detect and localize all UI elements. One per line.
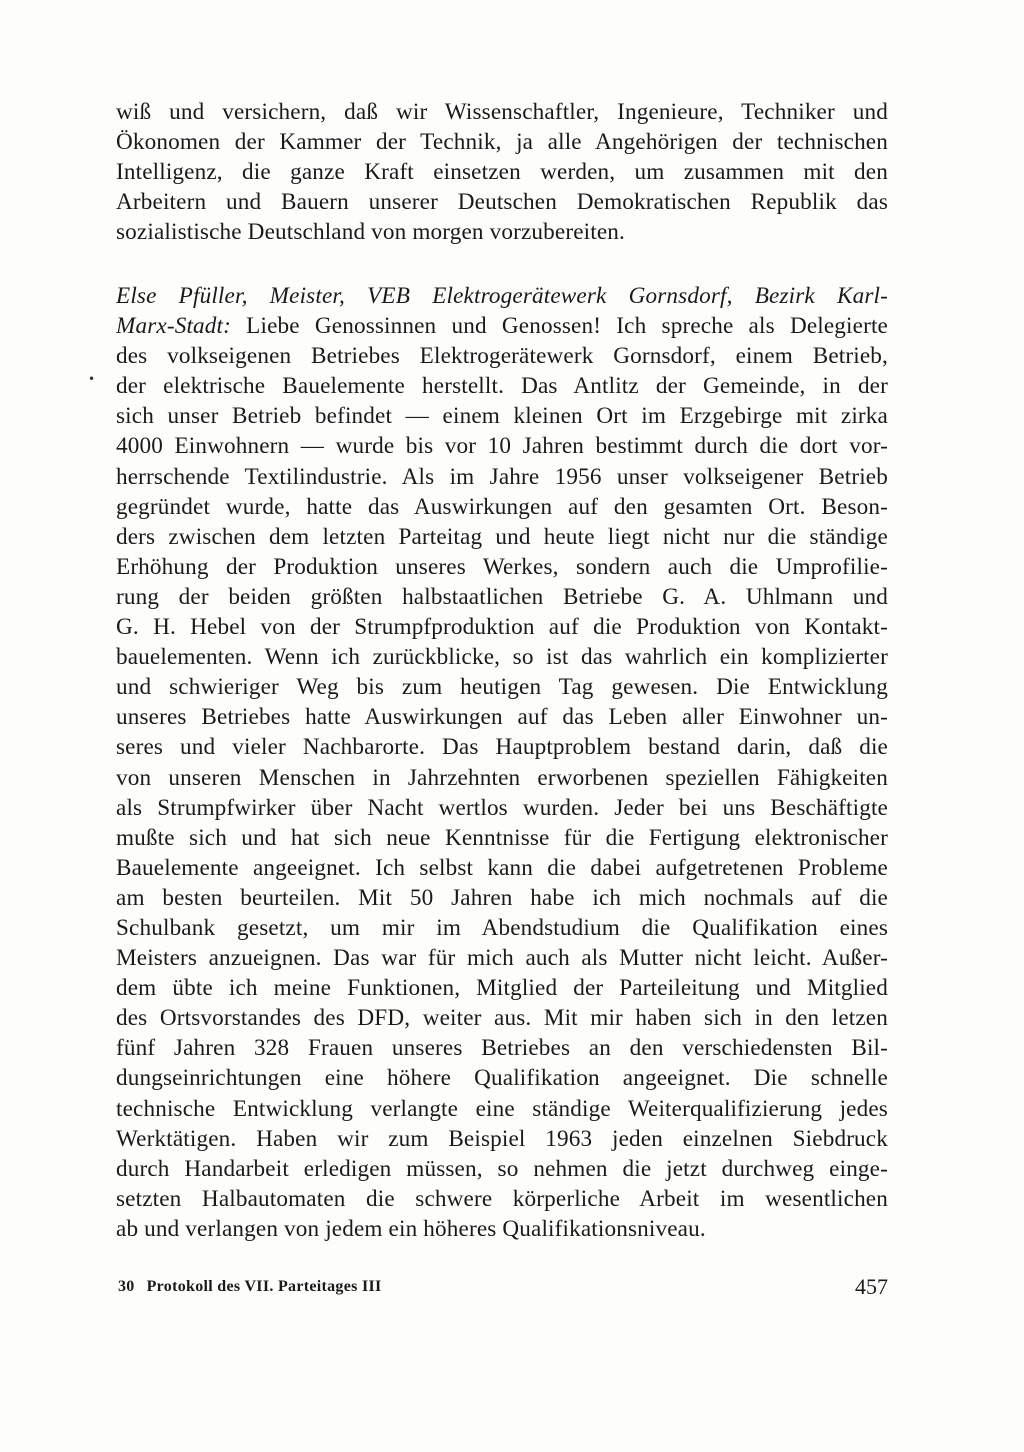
text-line: bauelementen. Wenn ich zurückblicke, so ist das wahrlich ein komplizierter (116, 644, 888, 671)
text-line: technische Entwicklung verlangte eine ständige Weiterqualifizierung jedes (116, 1095, 888, 1122)
text-line: am besten beurteilen. Mit 50 Jahren habe ich mich nochmals auf die (116, 884, 888, 911)
text-line: des volkseigenen Betriebes Elektrogerätewerk Gornsdorf, einem Betrieb, (116, 343, 888, 370)
page-number: 457 (855, 1274, 888, 1299)
paragraph-continuation (116, 97, 888, 247)
text-line: des Ortsvorstandes des DFD, weiter aus. Mit mir haben sich in den letzen (116, 1005, 888, 1032)
text-line: setzten Halbautomaten die schwere körperliche Arbeit im wesentlichen (116, 1185, 888, 1212)
text-line: gegründet wurde, hatte das Auswirkungen auf den gesamten Ort. Beson- (116, 493, 888, 520)
speaker-line (116, 281, 888, 311)
text-line (116, 311, 888, 341)
text-line: 4000 Einwohnern — wurde bis vor 10 Jahren bestimmt durch die dort vor- (116, 433, 888, 460)
stray-dot-mark: • (88, 372, 96, 386)
text-line: Bauelemente angeeignet. Ich selbst kann die dabei aufgetretenen Probleme (116, 854, 888, 881)
page-footer (118, 1274, 888, 1304)
text-line: Intelligenz, die ganze Kraft einsetzen werden, um zusammen mit den (116, 159, 888, 186)
text-line: rung der beiden größten halbstaatlichen Betriebe G. A. Uhlmann und (116, 583, 888, 610)
text-line: seres und vieler Nachbarorte. Das Hauptproblem bestand darin, daß die (116, 734, 888, 761)
text-line: mußte sich und hat sich neue Kenntnisse für die Fertigung elektronischer (116, 824, 888, 851)
text-line: Meisters anzueignen. Das war für mich auch als Mutter nicht leicht. Außer- (116, 945, 888, 972)
text-line: Ökonomen der Kammer der Technik, ja alle Angehörigen der technischen (116, 129, 888, 156)
text-line: Werktätigen. Haben wir zum Beispiel 1963 jeden einzelnen Siebdruck (116, 1125, 888, 1152)
paragraph-speech (116, 281, 888, 1244)
text-line: durch Handarbeit erledigen müssen, so nehmen die jetzt durchweg einge- (116, 1155, 888, 1182)
text-line: Erhöhung der Produktion unseres Werkes, sondern auch die Umprofilie- (116, 553, 888, 580)
speaker-location: Marx-Stadt: (116, 313, 231, 340)
text-line: und schwieriger Weg bis zum heutigen Tag gewesen. Die Entwicklung (116, 674, 888, 701)
text-line: dungseinrichtungen eine höhere Qualifikation angeeignet. Die schnelle (116, 1065, 888, 1092)
signature-number: 30 (118, 1278, 135, 1295)
speaker-name: Else Pfüller, Meister, VEB Elektrogerätewerk Gornsdorf, Bezirk Karl- (116, 283, 888, 309)
speech-start: Liebe Genossinnen und Genossen! Ich spreche als Delegierte (230, 313, 888, 340)
text-line: als Strumpfwirker über Nacht wertlos wurden. Jeder bei uns Beschäftigte (116, 794, 888, 821)
footer-signature (118, 1278, 382, 1296)
text-line: Arbeitern und Bauern unserer Deutschen Demokratischen Republik das (116, 189, 888, 216)
text-line: ab und verlangen von jedem ein höheres Qualifikationsniveau. (116, 1215, 706, 1242)
text-line: ders zwischen dem letzten Parteitag und heute liegt nicht nur die ständige (116, 523, 888, 550)
text-line: herrschende Textilindustrie. Als im Jahre 1956 unser volkseigener Betrieb (116, 463, 888, 490)
text-line: von unseren Menschen in Jahrzehnten erworbenen speziellen Fähigkeiten (116, 764, 888, 791)
text-line: unseres Betriebes hatte Auswirkungen auf das Leben aller Einwohner un- (116, 704, 888, 731)
text-line: G. H. Hebel von der Strumpfproduktion auf die Produktion von Kontakt- (116, 614, 888, 641)
signature-title: Protokoll des VII. Parteitages III (146, 1278, 382, 1295)
text-line: der elektrische Bauelemente herstellt. Das Antlitz der Gemeinde, in der (116, 373, 888, 400)
text-line: sozialistische Deutschland von morgen vorzubereiten. (116, 219, 625, 246)
text-line: fünf Jahren 328 Frauen unseres Betriebes an den verschiedensten Bil- (116, 1035, 888, 1062)
text-line: dem übte ich meine Funktionen, Mitglied der Parteileitung und Mitglied (116, 975, 888, 1002)
text-line: sich unser Betrieb befindet — einem kleinen Ort im Erzgebirge mit zirka (116, 403, 888, 430)
text-line: wiß und versichern, daß wir Wissenschaftler, Ingenieure, Techniker und (116, 99, 888, 125)
text-line: Schulbank gesetzt, um mir im Abendstudium die Qualifikation eines (116, 914, 888, 941)
